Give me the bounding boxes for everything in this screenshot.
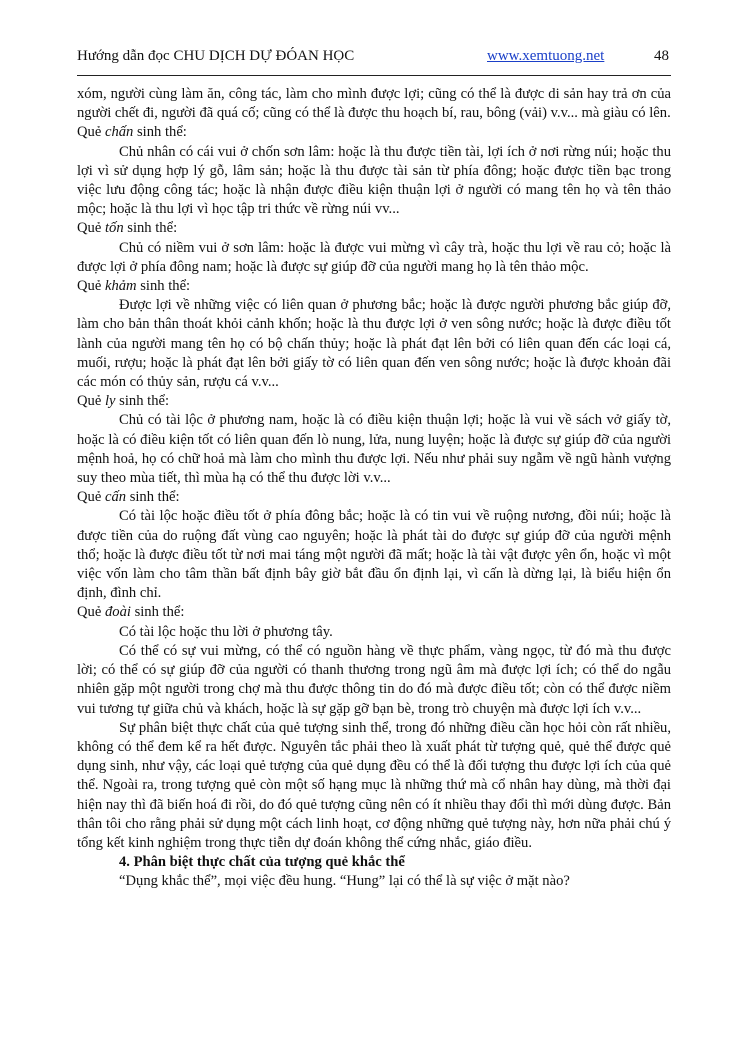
subheading-ton: Quẻ tốn sinh thể: (77, 220, 178, 237)
paragraph-continuation: xóm, người cùng làm ăn, công tác, làm cho mình được lợi; cũng có thể là được di sản hay trả ơn của người chết đi, người đã quá cố; cũng có thể là được thu hoạch bí, rau, bông (vải) v.v... mà giàu có lên. (77, 86, 671, 122)
paragraph-summary: Sự phân biệt thực chất của quẻ tượng sinh thể, trong đó những điều cần học hỏi còn rất nhiều, không có thể đem kể ra hết được. Nguyên tắc phải theo là xuất phát từ tượng quẻ, quẻ thể được quẻ dụng sinh, như vậy, các loại quẻ tượng của quẻ dụng đều có thể là đối tượng thu được lợi ích của quẻ thể. Ngoài ra, trong tượng quẻ còn một số hạng mục là những thứ mà cổ nhân hay dùng, mà thời đại hiện nay thì đã biến hoá đi rồi, do đó quẻ tượng cũng nên có ít nhiều thay đổi thì mới dùng được. Bản thân tôi cho rằng phải sử dụng một cách linh hoạt, cơ động những quẻ tượng này, hơn nữa phải chú ý tổng kết kinh nghiệm trong thực tiễn dự đoán không thể cứng nhắc, giáo điều. (77, 719, 671, 851)
page-body (77, 85, 671, 892)
subheading-doai: Quẻ đoài sinh thể: (77, 604, 185, 621)
paragraph-chan: Chủ nhân có cái vui ở chốn sơn lâm: hoặc là thu được tiền tài, lợi ích ở nơi rừng núi; hoặc thu lợi vì sử dụng hợp lý gỗ, lâm sản; hoặc là thu được tài sản từ phía đông; hoặc được tiền bạc trong việc lưu động công tác; hoặc là nhận được điều kiện thuận lợi ở người có mang tên họ và tên thảo mộc; hoặc là thu lợi vì học tập tri thức về rừng núi vv... (77, 143, 671, 218)
running-title: Hướng dẫn đọc CHU DỊCH DỰ ĐÓAN HỌC (77, 48, 355, 64)
section-heading-4: 4. Phân biệt thực chất của tượng quẻ khắc thể (119, 854, 405, 871)
paragraph-doai-2: Có thể có sự vui mừng, có thể có nguồn hàng về thực phẩm, vàng ngọc, từ đó mà thu được lời; có thể có sự giúp đỡ của người có thanh thương trong ngũ âm mà được lợi ích; có thể do ngẫu nhiên gặp một người trong chợ mà thu được thông tin do đó mà được điều tốt; còn có thể được niềm vui tương tự giữa chủ và khách, hoặc là sự gặp gỡ bạn bè, trong trò chuyện mà được lợi ích v.v... (77, 642, 671, 717)
paragraph-can: Có tài lộc hoặc điều tốt ở phía đông bắc; hoặc là có tin vui về ruộng nương, đồi núi; hoặc là được tiền của do ruộng đất vùng cao nguyên; hoặc là phát tài do được sự giúp đỡ của người mệnh thổ; hoặc là được điều tốt từ nơi mai táng một người đã mất; hoặc là tài vật được yên ổn, hoặc vì một việc vốn làm cho tâm thần bất định bây giờ bắt đầu ổn định lại, vì cấn là dừng lại, là biểu hiện ổn định, đình chỉ. (77, 508, 671, 602)
page-header (77, 48, 671, 68)
header-divider (77, 75, 671, 76)
paragraph-last: “Dụng khắc thể”, mọi việc đều hung. “Hung” lại có thể là sự việc ở mặt nào? (119, 873, 570, 890)
trigram-name: cấn (104, 489, 127, 506)
trigram-name: chấn (104, 124, 134, 141)
trigram-name: đoài (104, 604, 131, 621)
subheading-ly: Quẻ ly sinh thể: (77, 393, 170, 410)
trigram-name: tốn (104, 220, 124, 237)
paragraph-kham: Được lợi về những việc có liên quan ở phương bắc; hoặc là được người phương bắc giúp đỡ, làm cho bản thân thoát khỏi cảnh khốn; hoặc là thu được lợi ở ven sông nước; hoặc là được điều tốt lành của người mang tên họ có bộ chấn thủy; hoặc là phát đạt lên bởi có liên quan đến các loại cá, muối, rượu; hoặc là phát đạt lên bởi giấy tờ có liên quan đến ven sông nước; hoặc là được khoản đãi các món có thủy sản, rượu cá v.v... (77, 297, 671, 391)
paragraph-ton: Chủ có niềm vui ở sơn lâm: hoặc là được vui mừng vì cây trà, hoặc thu lợi về rau cỏ; hoặc là được lợi ở phía đông nam; hoặc là được sự giúp đỡ của người mang họ là tên thảo mộc. (77, 239, 671, 275)
subheading-kham: Quẻ khảm sinh thể: (77, 278, 191, 295)
trigram-name: khảm (104, 278, 137, 295)
paragraph-doai-1: Có tài lộc hoặc thu lời ở phương tây. (119, 623, 333, 640)
subheading-chan: Quẻ chấn sinh thể: (77, 124, 187, 141)
paragraph-ly: Chủ có tài lộc ở phương nam, hoặc là có điều kiện thuận lợi; hoặc là vui về sách vở giấy tờ, hoặc là có điều kiện tốt có liên quan đến lò nung, lửa, nung luyện; hoặc là được sự giúp đỡ của người mệnh hoả, họ có chữ hoả mà làm cho mình thu được lợi. Nếu như phải suy ngẫm về ngũ hành vượng suy theo mùa tiết, thì mùa hạ có thể thu được lời v.v... (77, 412, 671, 487)
trigram-name: ly (104, 393, 116, 410)
page-number: 48 (654, 48, 669, 64)
website-link[interactable]: www.xemtuong.net (487, 48, 605, 64)
subheading-can: Quẻ cấn sinh thể: (77, 489, 180, 506)
